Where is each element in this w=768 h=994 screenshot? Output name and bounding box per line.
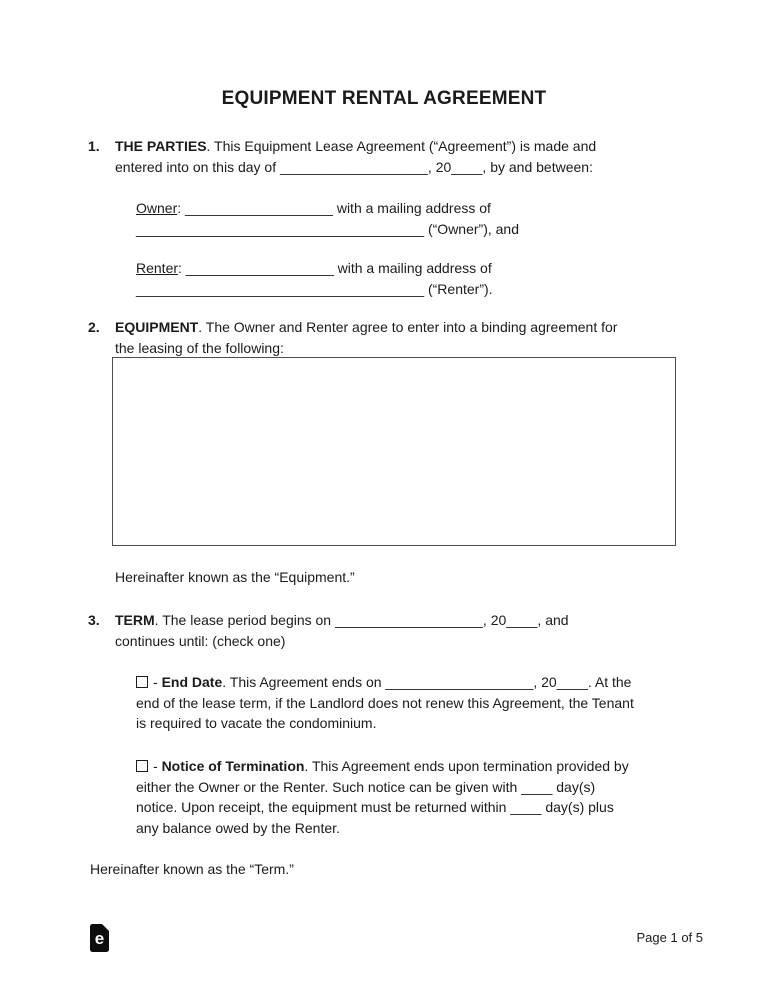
document-title: EQUIPMENT RENTAL AGREEMENT	[221, 88, 547, 109]
end-date-line-1-text: . This Agreement ends on ___________________, 20____. At the	[222, 674, 632, 690]
termination-heading: Notice of Termination	[161, 758, 305, 774]
equipment-line-1-text: . The Owner and Renter agree to enter into a binding agreement for	[198, 319, 618, 335]
parties-line-1	[115, 136, 680, 157]
eforms-logo-icon	[90, 924, 109, 952]
equipment-heading: EQUIPMENT	[115, 319, 199, 335]
termination-line-4: any balance owed by the Renter.	[136, 819, 340, 836]
owner-label: Owner	[136, 200, 178, 216]
end-date-option	[136, 672, 682, 734]
termination-line-1	[136, 756, 682, 777]
page-fold-icon	[102, 924, 109, 931]
term-heading: TERM	[115, 612, 155, 628]
section-term	[88, 610, 680, 651]
term-line-1	[115, 610, 680, 631]
termination-dash: -	[153, 758, 162, 774]
termination-option	[136, 756, 682, 838]
equipment-line-2: the leasing of the following:	[115, 339, 284, 356]
renter-name-blank: : ___________________ with a mailing address of	[178, 260, 492, 276]
section-term-number: 3.	[88, 612, 100, 628]
parties-heading: THE PARTIES	[115, 138, 207, 154]
owner-name-blank: : ___________________ with a mailing address of	[177, 200, 491, 216]
end-date-line-2: end of the lease term, if the Landlord does not renew this Agreement, the Tenant	[136, 694, 634, 711]
section-parties-number: 1.	[88, 138, 100, 154]
termination-line-2: either the Owner or the Renter. Such notice can be given with ____ day(s)	[136, 778, 596, 795]
renter-line-1	[136, 258, 682, 279]
eforms-logo-letter: e	[94, 929, 105, 948]
renter-block	[136, 258, 682, 299]
termination-line-1-text: . This Agreement ends upon termination provided by	[304, 758, 629, 774]
page-number: Page 1 of 5	[636, 930, 703, 945]
term-line-1-text: . The lease period begins on ___________________, 20____, and	[154, 612, 569, 628]
renter-line-2: _____________________________________ (“Renter”).	[136, 280, 493, 297]
section-equipment	[88, 317, 680, 358]
section-parties	[88, 136, 680, 177]
renter-label: Renter	[136, 260, 179, 276]
end-date-heading: End Date	[161, 674, 223, 690]
term-note: Hereinafter known as the “Term.”	[90, 861, 294, 877]
parties-line-2: entered into on this day of ___________________, 20____, by and between:	[115, 158, 593, 175]
termination-checkbox-icon[interactable]	[136, 760, 148, 772]
section-equipment-number: 2.	[88, 319, 100, 335]
end-date-dash: -	[153, 674, 162, 690]
parties-line-1-text: . This Equipment Lease Agreement (“Agreement”) is made and	[206, 138, 597, 154]
end-date-checkbox-icon[interactable]	[136, 676, 148, 688]
owner-line-1	[136, 198, 682, 219]
owner-line-2: _____________________________________ (“Owner”), and	[136, 220, 519, 237]
term-line-2: continues until: (check one)	[115, 632, 286, 649]
termination-line-3: notice. Upon receipt, the equipment must be returned within ____ day(s) plus	[136, 799, 614, 815]
equipment-line-1	[115, 317, 680, 338]
end-date-line-3: is required to vacate the condominium.	[136, 715, 377, 731]
end-date-line-1	[136, 672, 682, 693]
equipment-note: Hereinafter known as the “Equipment.”	[115, 569, 355, 585]
owner-block	[136, 198, 682, 239]
equipment-description-box[interactable]	[112, 357, 676, 546]
